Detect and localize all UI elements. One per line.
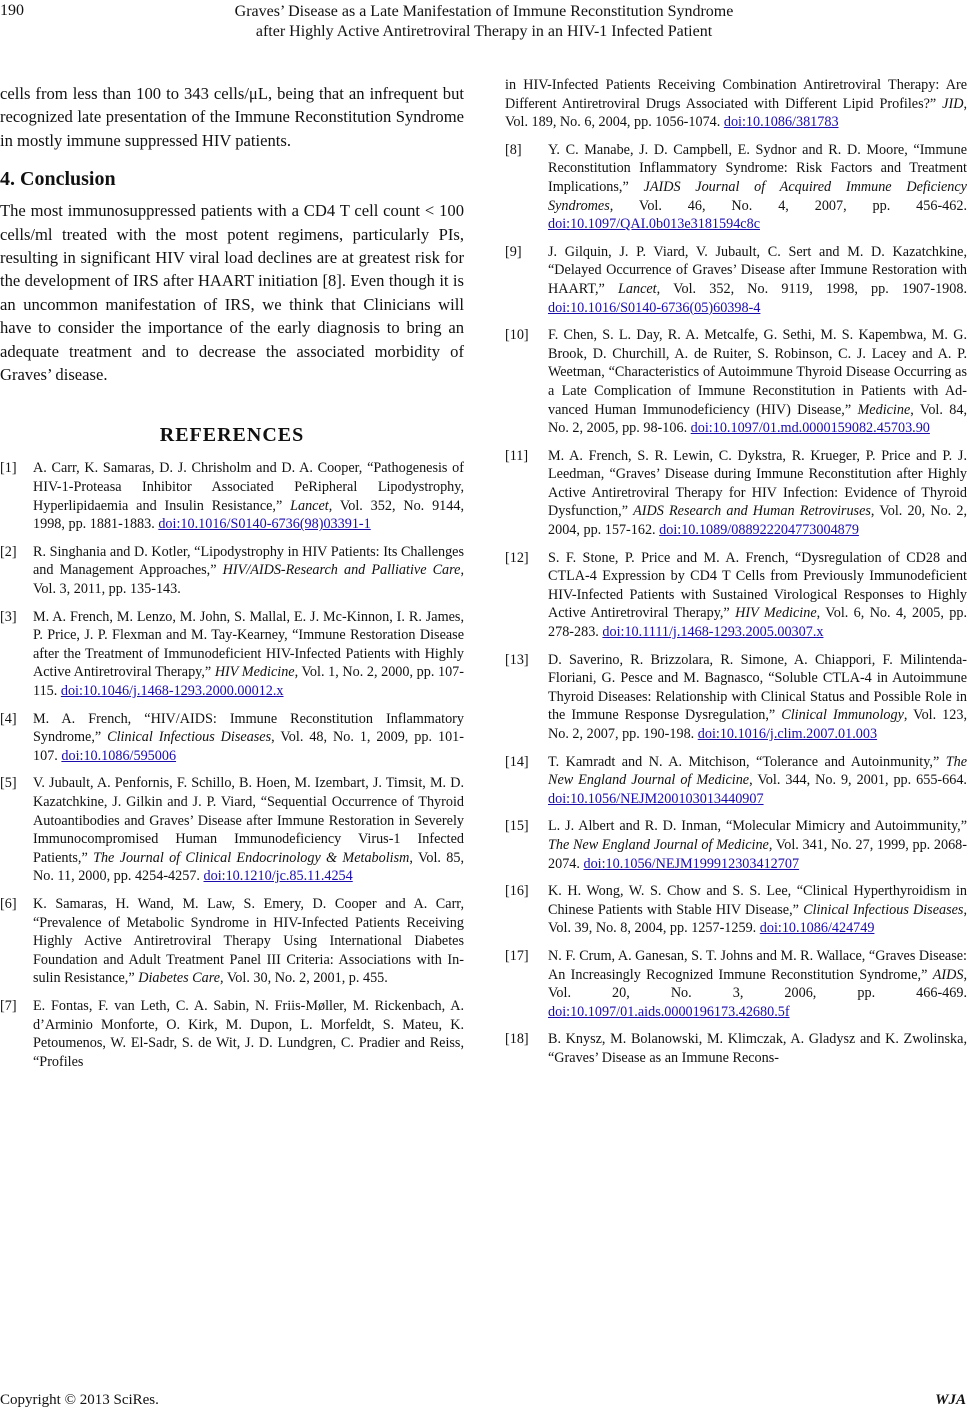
ref-journal: The Journal of Clinical Endocrinology & Metabolism [93,849,410,866]
doi-link[interactable]: doi:10.1046/j.1468-1293.2000.00012.x [60,683,284,699]
ref-journal: The New England Journal of Medicine [548,836,769,853]
reference-item [0,710,464,766]
ref-journal: Medicine [857,401,911,418]
ref-body [548,882,967,938]
doi-link[interactable]: doi:10.1016/S0140-6736(98)03391-1 [158,516,371,533]
ref-text: Y. C. Manabe, J. D. Campbell, E. Sydnor and R. D. Moore, “Immune Reconstitution Inflammatory Syndrome: Risk Factors and Treatment Implications,” [548,141,967,195]
ref-journal: HIV/AIDS-Research and Palliative Care [222,562,461,579]
references-heading: REFERENCES [159,424,305,447]
ref-text: R. Singhania and D. Kotler, “Lipodystrophy in HIV Patients: Its Challenges and Management Approaches,” [33,543,464,579]
reference-item [505,882,967,938]
doi-link[interactable]: doi:10.1089/088922204773004879 [659,522,859,539]
ref-number: [9] [505,243,522,260]
ref-text: E. Fontas, F. van Leth, C. A. Sabin, N. Friis-Møller, M. Rickenbach, A. d’Arminio Monforte, O. Kirk, M. Dupon, L. Morfeldt, S. Mateu, K. Petoumenos, W. El-Sadr, S. de Wit, J. D. Lundgren, C. Pradier and Reiss, “Profiles [33,997,464,1070]
reference-item [505,447,967,540]
reference-list-right [505,141,967,1068]
ref-details: , Vol. 46, No. 4, 2007, pp. 456-462. [609,197,967,214]
reference-item [0,997,464,1071]
reference-item [0,459,464,533]
ref-text: M. A. French, M. Lenzo, M. John, S. Mallal, E. J. Mc-Kinnon, I. R. James, P. Price, J. P. Flexman and M. Tay-Kearney, “Immune Restoration Disease after the Treatment of Immunodeficient HIV-Infected Patients with Highly Active Antiretroviral Therapy,” [33,608,464,681]
copyright-footer: Copyright © 2013 SciRes. [0,1392,159,1408]
ref-journal: AIDS [932,966,964,983]
ref-text: V. Jubault, A. Penfornis, F. Schillo, B. Hoen, M. Izembart, J. Timsit, M. D. Kazatchkine, J. Gilkin and J. P. Viard, “Sequential Occurrence of Thyroid Autoantibodies and Graves’ Disease after Immune Restoration in Severely Immunocompromised Human Immunodeficiency Virus-1 Infected Patients,” [33,775,464,866]
ref-details: , Vol. 20, No. 2, 2004, pp. 157-162. [548,503,967,539]
reference-item [505,549,967,642]
ref-number: [2] [0,543,17,560]
ref-text: L. J. Albert and R. D. Inman, “Molecular Mimicry and Autoimmunity,” [548,818,967,835]
ref-text: T. Kamradt and N. A. Mitchison, “Tolerance and Autoinmunity,” [548,753,946,770]
ref-body [548,1030,967,1067]
ref-body [33,543,464,599]
ref-text: in HIV-Infected Patients Receiving Combination Antiretroviral Therapy: Are Different Antiretroviral Drugs Associated with Different Lipid Profiles?” [505,77,967,112]
ref-text: N. F. Crum, A. Ganesan, S. T. Johns and M. R. Wallace, “Graves Disease: An Increasingly Recognized Immune Reconstitution Syndrome,” [548,947,967,983]
ref-details: , Vol. 344, No. 9, 2001, pp. 655-664. [749,772,967,789]
ref-body [548,447,967,540]
reference-list-left [0,459,464,1071]
ref-text: K. H. Wong, W. S. Chow and S. S. Lee, “Clinical Hyperthyroidism in Chinese Patients with Stable HIV Disease,” [548,883,967,918]
reference-item [505,1030,967,1067]
reference-item [505,651,967,744]
reference-item [0,608,464,701]
ref-journal: Diabetes Care [138,970,221,987]
ref-number: [3] [0,608,17,625]
conclusion-paragraph: The most immunosuppressed patients with a CD4 T cell count < 100 cells/ml treated with the most potent regimens, particularly PIs, resulting in significant HIV viral load declines are at greatest risk for the development of IRS after HAART initiation [8]. Even though it is an uncommon manifestation of IRS, we think that Clinicians will have to consider the importance of the early diagnosis to bring an adequate treatment and to decrease the associated morbidity of Graves’ disease. [0,201,464,385]
ref-body [33,997,464,1071]
reference-item [505,326,967,438]
ref-body [548,326,967,438]
ref-details: , Vol. 84, No. 2, 2005, pp. 98-106. [548,401,967,437]
intro-paragraph: cells from less than 100 to 343 cells/μL, being that an infrequent but recognized late presentation of the Immune Reconstitution Syndrome in mostly immune suppressed HIV patients. [0,84,464,150]
page-number: 190 [0,2,24,19]
ref-journal: Clinical Infectious Diseases [803,901,964,918]
doi-link[interactable]: doi:10.1016/j.clim.2007.01.003 [697,726,878,742]
ref-number: [1] [0,460,17,477]
ref-number: [18] [505,1031,529,1048]
ref-text: S. F. Stone, P. Price and M. A. French, “Dysregulation of CD28 and CTLA-4 Expression by CD4 T Cells from Previously Immunodeficient HIV-Infected Patients with Sustained Virological Responses to Highly Active Antiretroviral Therapy,” [548,549,967,622]
ref-text: M. A. French, “HIV/AIDS: Immune Reconstitution Inflammatory Syndrome,” [33,710,464,746]
ref-body [33,774,464,886]
ref-number: [17] [505,947,529,964]
reference-item [505,817,967,873]
ref-text: B. Knysz, M. Bolanowski, M. Klimczak, A. Gladysz and K. Zwolinska, “Graves’ Disease as an Immune Recons- [548,1031,967,1066]
doi-link[interactable]: doi:10.1056/NEJM200103013440907 [548,790,764,807]
reference-item [0,774,464,886]
ref-number: [15] [505,818,529,835]
doi-link[interactable]: doi:10.1086/595006 [61,747,177,764]
ref-details: , Vol. 39, No. 8, 2004, pp. 1257-1259. [548,901,967,937]
ref-journal: Clinical Infectious Diseases [107,729,272,746]
running-title-line-2: after Highly Active Antiretroviral Therapy in an HIV-1 Infected Patient [255,23,713,40]
running-title-line-1: Graves’ Disease as a Late Manifestation of Immune Reconstitution Syndrome [234,3,734,20]
ref-journal: AIDS Research and Human Retroviruses [633,503,871,520]
doi-link[interactable]: doi:10.1056/NEJM199912303412707 [583,855,800,872]
ref-details: , Vol. 1, No. 2, 2000, pp. 107-115. [33,664,464,699]
ref-number: [8] [505,141,522,158]
ref-body [33,608,464,701]
ref-number: [5] [0,775,17,792]
ref-body [548,817,967,873]
ref-number: [11] [505,447,529,464]
ref-text: J. Gilquin, J. P. Viard, V. Jubault, C. Sert and M. D. Kazatchkine, “Delayed Occurrence of Graves’ Disease after Immune Restoration with HAART,” [548,243,967,297]
ref-number: [13] [505,651,529,668]
doi-link[interactable]: doi:10.1016/S0140-6736(05)60398-4 [548,299,761,316]
ref-details: , Vol. 189, No. 6, 2004, pp. 1056-1074. [505,95,967,131]
ref-journal: The New England Journal of Medicine [548,753,967,789]
ref-details: , Vol. 6, No. 4, 2005, pp. 278-283. [548,605,967,641]
reference-item [505,243,967,317]
ref-body [548,753,967,809]
doi-link[interactable]: doi:10.1086/424749 [759,920,875,937]
reference-item [505,141,967,234]
ref-details: , Vol. 352, No. 9144, 1998, pp. 1881-1883. [33,497,464,533]
ref-details: , Vol. 341, No. 27, 1999, pp. 2068-2074. [548,836,967,872]
reference-item [0,895,464,988]
reference-7-continuation [505,76,967,132]
ref-details: , Vol. 20, No. 3, 2006, pp. 466-469. [548,966,967,1002]
ref-number: [4] [0,710,17,727]
doi-link[interactable]: doi:10.1097/QAI.0b013e3181594c8c [548,216,760,233]
ref-details: , Vol. 85, No. 11, 2000, pp. 4254-4257. [33,849,464,885]
ref-journal: Clinical Immunology [781,707,904,724]
ref-text: F. Chen, S. L. Day, R. A. Metcalfe, G. Sethi, M. S. Kapembwa, M. G. Brook, D. Churchill, A. de Ruiter, S. Robinson, C. J. Lacey and A. P. Weetman, “Characteristics of Autoimmune Thyroid Disease Occurring as a Late Complication of Immune Reconstitution in Patients with Advanced Human Immunodeficiency (HIV) Disease,” [548,327,967,418]
conclusion-heading: 4. Conclusion [0,168,116,191]
ref-body [548,549,967,642]
ref-journal: Lancet [290,497,329,514]
doi-link[interactable]: doi:10.1111/j.1468-1293.2005.00307.x [602,624,824,641]
ref-details: , Vol. 3, 2011, pp. 135-143. [33,562,464,598]
ref-details: , Vol. 352, No. 9119, 1998, pp. 1907-1908. [656,280,967,297]
ref-number: [7] [0,997,17,1014]
doi-link[interactable]: doi:10.1097/01.md.0000159082.45703.90 [690,420,930,437]
ref-number: [16] [505,883,529,900]
ref-body [33,895,464,988]
ref-journal: JID [942,95,964,112]
ref-body [548,651,967,744]
ref-number: [6] [0,895,17,912]
ref-body [548,243,967,317]
ref-number: [14] [505,753,529,770]
running-header [0,2,968,42]
ref-text: D. Saverino, R. Brizzolara, R. Simone, A. Chiappori, F. Milintenda-Floriani, G. Pesce and M. Bagnasco, “Soluble CTLA-4 in Autoimmune Thyroid Diseases: Relationship with Clinical Status and Possible Role in the Immune Response Dysregulation,” [548,651,967,724]
ref-text: K. Samaras, H. Wand, M. Law, S. Emery, D. Cooper and A. Carr, “Prevalence of Metabolic Syndrome in HIV-Infected Patients Receiving Highly Active Antiretroviral Therapy Using International Diabetes Foundation and Adult Treatment Panel III Criteria: Associations with Insulin Resistance,” [33,895,464,987]
ref-details: , Vol. 30, No. 2, 2001, p. 455. [220,970,388,987]
ref-journal: HIV Medicine [735,605,817,622]
right-column [505,76,967,1077]
ref-details: , Vol. 48, No. 1, 2009, pp. 101-107. [33,729,464,764]
ref-journal: JAIDS Journal of Acquired Immune Deficiency Syndromes [548,178,967,214]
ref-text: M. A. French, S. R. Lewin, C. Dykstra, R. Krueger, P. Price and P. J. Leedman, “Graves’ Disease during Immune Reconstitution after Highly Active Antiretroviral Therapy for HIV Infection: Evidence of Thyroid Dysfunction,” [548,447,967,520]
ref-body [33,459,464,533]
ref-body [548,141,967,234]
ref-body [548,947,967,1021]
ref-journal: Lancet [618,280,657,297]
ref-number: [12] [505,549,529,566]
ref-body [33,710,464,766]
ref-details: , Vol. 123, No. 2, 2007, pp. 190-198. [548,707,967,742]
doi-link[interactable]: doi:10.1097/01.aids.0000196173.42680.5f [548,1003,790,1020]
reference-item [505,947,967,1021]
ref-journal: HIV Medicine [214,664,295,681]
reference-item [505,753,967,809]
reference-item [0,543,464,599]
ref-text: A. Carr, K. Samaras, D. J. Chrisholm and D. A. Cooper, “Pathogenesis of HIV-1-Proteasa Inhibitor Associated PeRipheral Lipodystrophy, Hyperlipidaemia and Insulin Resistance,” [33,460,464,514]
left-column [0,82,464,1080]
doi-link[interactable]: doi:10.1210/jc.85.11.4254 [203,868,353,885]
ref-number: [10] [505,327,529,344]
journal-abbrev: WJA [935,1392,966,1408]
doi-link[interactable]: doi:10.1086/381783 [723,114,839,131]
